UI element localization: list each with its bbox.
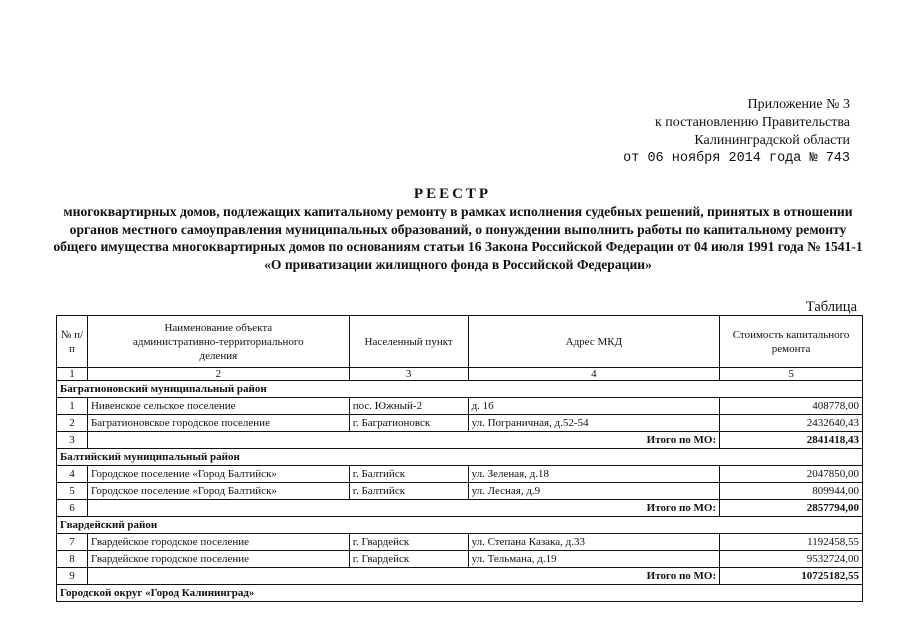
row-cost: 1192458,55 xyxy=(720,534,863,551)
group-row xyxy=(57,449,863,466)
document-subtitle: многоквартирных домов, подлежащих капитальному ремонту в рамках исполнения судебных решений, принятых в отношении органов местного самоуправления муниципальных образований, о понуждении выполнить работы по капитальному ремонту общего имущества многоквартирных домов по основаниям статьи 16 Закона Российской Федерации от 04 июля 1991 года № 1541-1 «О приватизации жилищного фонда в Российской Федерации» xyxy=(53,204,863,272)
row-number: 4 xyxy=(57,466,88,483)
group-name: Балтийский муниципальный район xyxy=(57,449,863,466)
row-place: г. Балтийск xyxy=(349,483,468,500)
total-value: 2841418,43 xyxy=(720,432,863,449)
row-address: ул. Лесная, д.9 xyxy=(468,483,720,500)
row-unit: Гвардейское городское поселение xyxy=(87,551,349,568)
table-row xyxy=(57,466,863,483)
total-value: 10725182,55 xyxy=(720,568,863,585)
row-address: д. 16 xyxy=(468,398,720,415)
total-label: Итого по МО: xyxy=(87,568,719,585)
row-place: пос. Южный-2 xyxy=(349,398,468,415)
row-address: ул. Зеленая, д.18 xyxy=(468,466,720,483)
column-number: 5 xyxy=(720,368,863,381)
column-number: 1 xyxy=(57,368,88,381)
total-row xyxy=(57,432,863,449)
header-place: Населенный пункт xyxy=(349,316,468,368)
total-row xyxy=(57,500,863,517)
row-cost: 809944,00 xyxy=(720,483,863,500)
row-unit: Гвардейское городское поселение xyxy=(87,534,349,551)
row-unit: Нивенское сельское поселение xyxy=(87,398,349,415)
row-number: 1 xyxy=(57,398,88,415)
header-unit: Наименование объекта административно-территориального деления xyxy=(87,316,349,368)
row-place: г. Балтийск xyxy=(349,466,468,483)
row-address: ул. Пограничная, д.52-54 xyxy=(468,415,720,432)
appendix-line-1: Приложение № 3 xyxy=(747,97,850,112)
header-number: № п/п xyxy=(57,316,88,368)
column-number: 4 xyxy=(468,368,720,381)
header-cost: Стоимость капитального ремонта xyxy=(720,316,863,368)
column-number: 3 xyxy=(349,368,468,381)
row-cost: 2047850,00 xyxy=(720,466,863,483)
table-caption: Таблица xyxy=(805,299,857,315)
row-number: 7 xyxy=(57,534,88,551)
appendix-block xyxy=(590,96,850,168)
table-row xyxy=(57,551,863,568)
document-title: РЕЕСТР xyxy=(413,186,492,202)
group-name: Гвардейский район xyxy=(57,517,863,534)
row-number: 8 xyxy=(57,551,88,568)
total-number: 3 xyxy=(57,432,88,449)
table-row xyxy=(57,398,863,415)
row-cost: 408778,00 xyxy=(720,398,863,415)
column-number-row xyxy=(57,368,863,381)
total-number: 6 xyxy=(57,500,88,517)
total-value: 2857794,00 xyxy=(720,500,863,517)
row-address: ул. Степана Казака, д.33 xyxy=(468,534,720,551)
appendix-line-2: к постановлению Правительства xyxy=(654,115,850,130)
group-name: Городской округ «Город Калининград» xyxy=(57,585,863,602)
column-number: 2 xyxy=(87,368,349,381)
table-header-row xyxy=(57,316,863,368)
group-row xyxy=(57,381,863,398)
row-unit: Городское поселение «Город Балтийск» xyxy=(87,466,349,483)
row-place: г. Гвардейск xyxy=(349,551,468,568)
group-row xyxy=(57,585,863,602)
row-place: г. Гвардейск xyxy=(349,534,468,551)
row-place: г. Багратионовск xyxy=(349,415,468,432)
total-number: 9 xyxy=(57,568,88,585)
header-address: Адрес МКД xyxy=(468,316,720,368)
table-row xyxy=(57,415,863,432)
row-cost: 9532724,00 xyxy=(720,551,863,568)
appendix-line-3: Калининградской области xyxy=(694,133,850,148)
row-cost: 2432640,43 xyxy=(720,415,863,432)
table-row xyxy=(57,483,863,500)
total-row xyxy=(57,568,863,585)
table-row xyxy=(57,534,863,551)
row-unit: Багратионовское городское поселение xyxy=(87,415,349,432)
group-row xyxy=(57,517,863,534)
group-name: Багратионовский муниципальный район xyxy=(57,381,863,398)
total-label: Итого по МО: xyxy=(87,500,719,517)
appendix-date-line: от 06 ноября 2014 года № 743 xyxy=(623,151,850,166)
row-unit: Городское поселение «Город Балтийск» xyxy=(87,483,349,500)
total-label: Итого по МО: xyxy=(87,432,719,449)
registry-table xyxy=(56,315,863,602)
row-number: 5 xyxy=(57,483,88,500)
row-address: ул. Тельмана, д.19 xyxy=(468,551,720,568)
row-number: 2 xyxy=(57,415,88,432)
